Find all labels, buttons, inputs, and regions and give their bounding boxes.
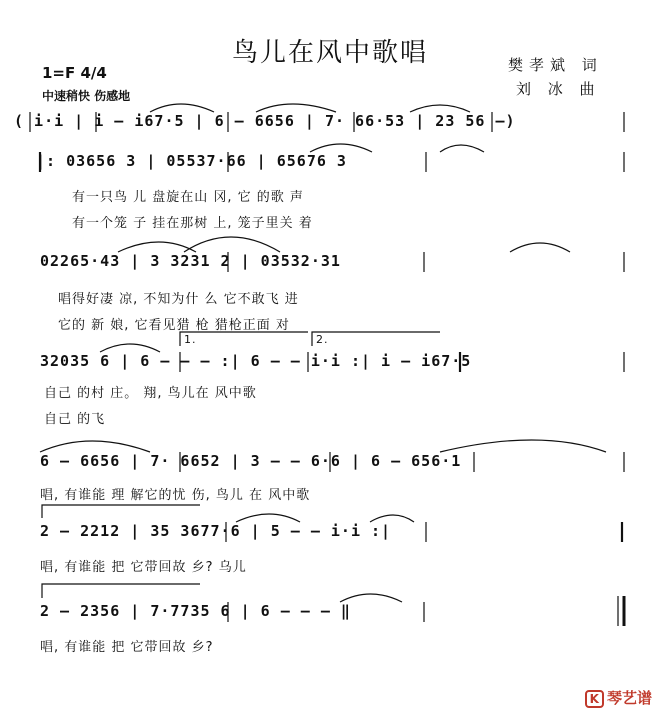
score-row-5-notes: 6 – 6656 | 7· 6652 | 3 – – 6·6 | 6 – 656·1 xyxy=(40,452,462,470)
song-title: 鸟儿在风中歌唱 xyxy=(231,38,428,68)
tempo-marking: 中速稍快 伤感地 xyxy=(42,89,131,103)
score-row-3-notes: 02265·43 | 3 3231 2 | 03532·31 xyxy=(40,252,341,270)
score-row-6-notes: 2 – 2212 | 35 3677·6 | 5 – – i·i :| xyxy=(40,522,392,540)
score-row-5-lyrics: 唱, 有谁能 理 解它的忧 伤, 鸟儿 在 风中歌 xyxy=(40,488,311,503)
watermark-logo xyxy=(585,687,652,708)
score-row-7-lyrics: 唱, 有谁能 把 它带回故 乡? xyxy=(40,640,214,655)
score-row-1-notes: ( i·i | i – i67·5 | 6 – 6656 | 7· 66·53 | 23 56 –) xyxy=(14,112,516,130)
watermark-text: 琴艺谱 xyxy=(606,689,652,707)
score-row-4-notes: 32035 6 | 6 – – – :| 6 – – i·i :| i – i67·5 xyxy=(40,352,472,370)
volta-2-label: 2. xyxy=(316,333,329,346)
score-row-4-lyrics-verse1: 自己 的村 庄。 翔, 鸟儿在 风中歌 xyxy=(44,386,257,401)
score-row-3-lyrics-verse1: 唱得好凄 凉, 不知为什 么 它不敢飞 进 xyxy=(58,292,299,307)
logo-icon: K xyxy=(585,690,604,708)
score-row-2-lyrics-verse2: 有一个笼 子 挂在那树 上, 笼子里关 着 xyxy=(72,216,313,231)
score-row-3-lyrics-verse2: 它的 新 娘, 它看见猎 枪 猎枪正面 对 xyxy=(58,318,290,333)
key-signature: 1=F 4/4 xyxy=(42,64,107,82)
lyricist-credit: 樊孝斌 词 xyxy=(508,56,603,74)
volta-1-label: 1. xyxy=(184,333,197,346)
score-row-4-lyrics-verse2: 自己 的飞 xyxy=(44,412,106,427)
score-row-7-notes: 2 – 2356 | 7·7735 6 | 6 – – – ‖ xyxy=(40,602,351,620)
score-row-6-lyrics: 唱, 有谁能 把 它带回故 乡? 乌儿 xyxy=(40,560,247,575)
composer-credit: 刘 冰 曲 xyxy=(516,80,601,98)
score-row-2-notes: |: 03656 3 | 05537·66 | 65676 3 xyxy=(36,152,347,170)
score-row-2-lyrics-verse1: 有一只鸟 儿 盘旋在山 冈, 它 的歌 声 xyxy=(72,190,304,205)
